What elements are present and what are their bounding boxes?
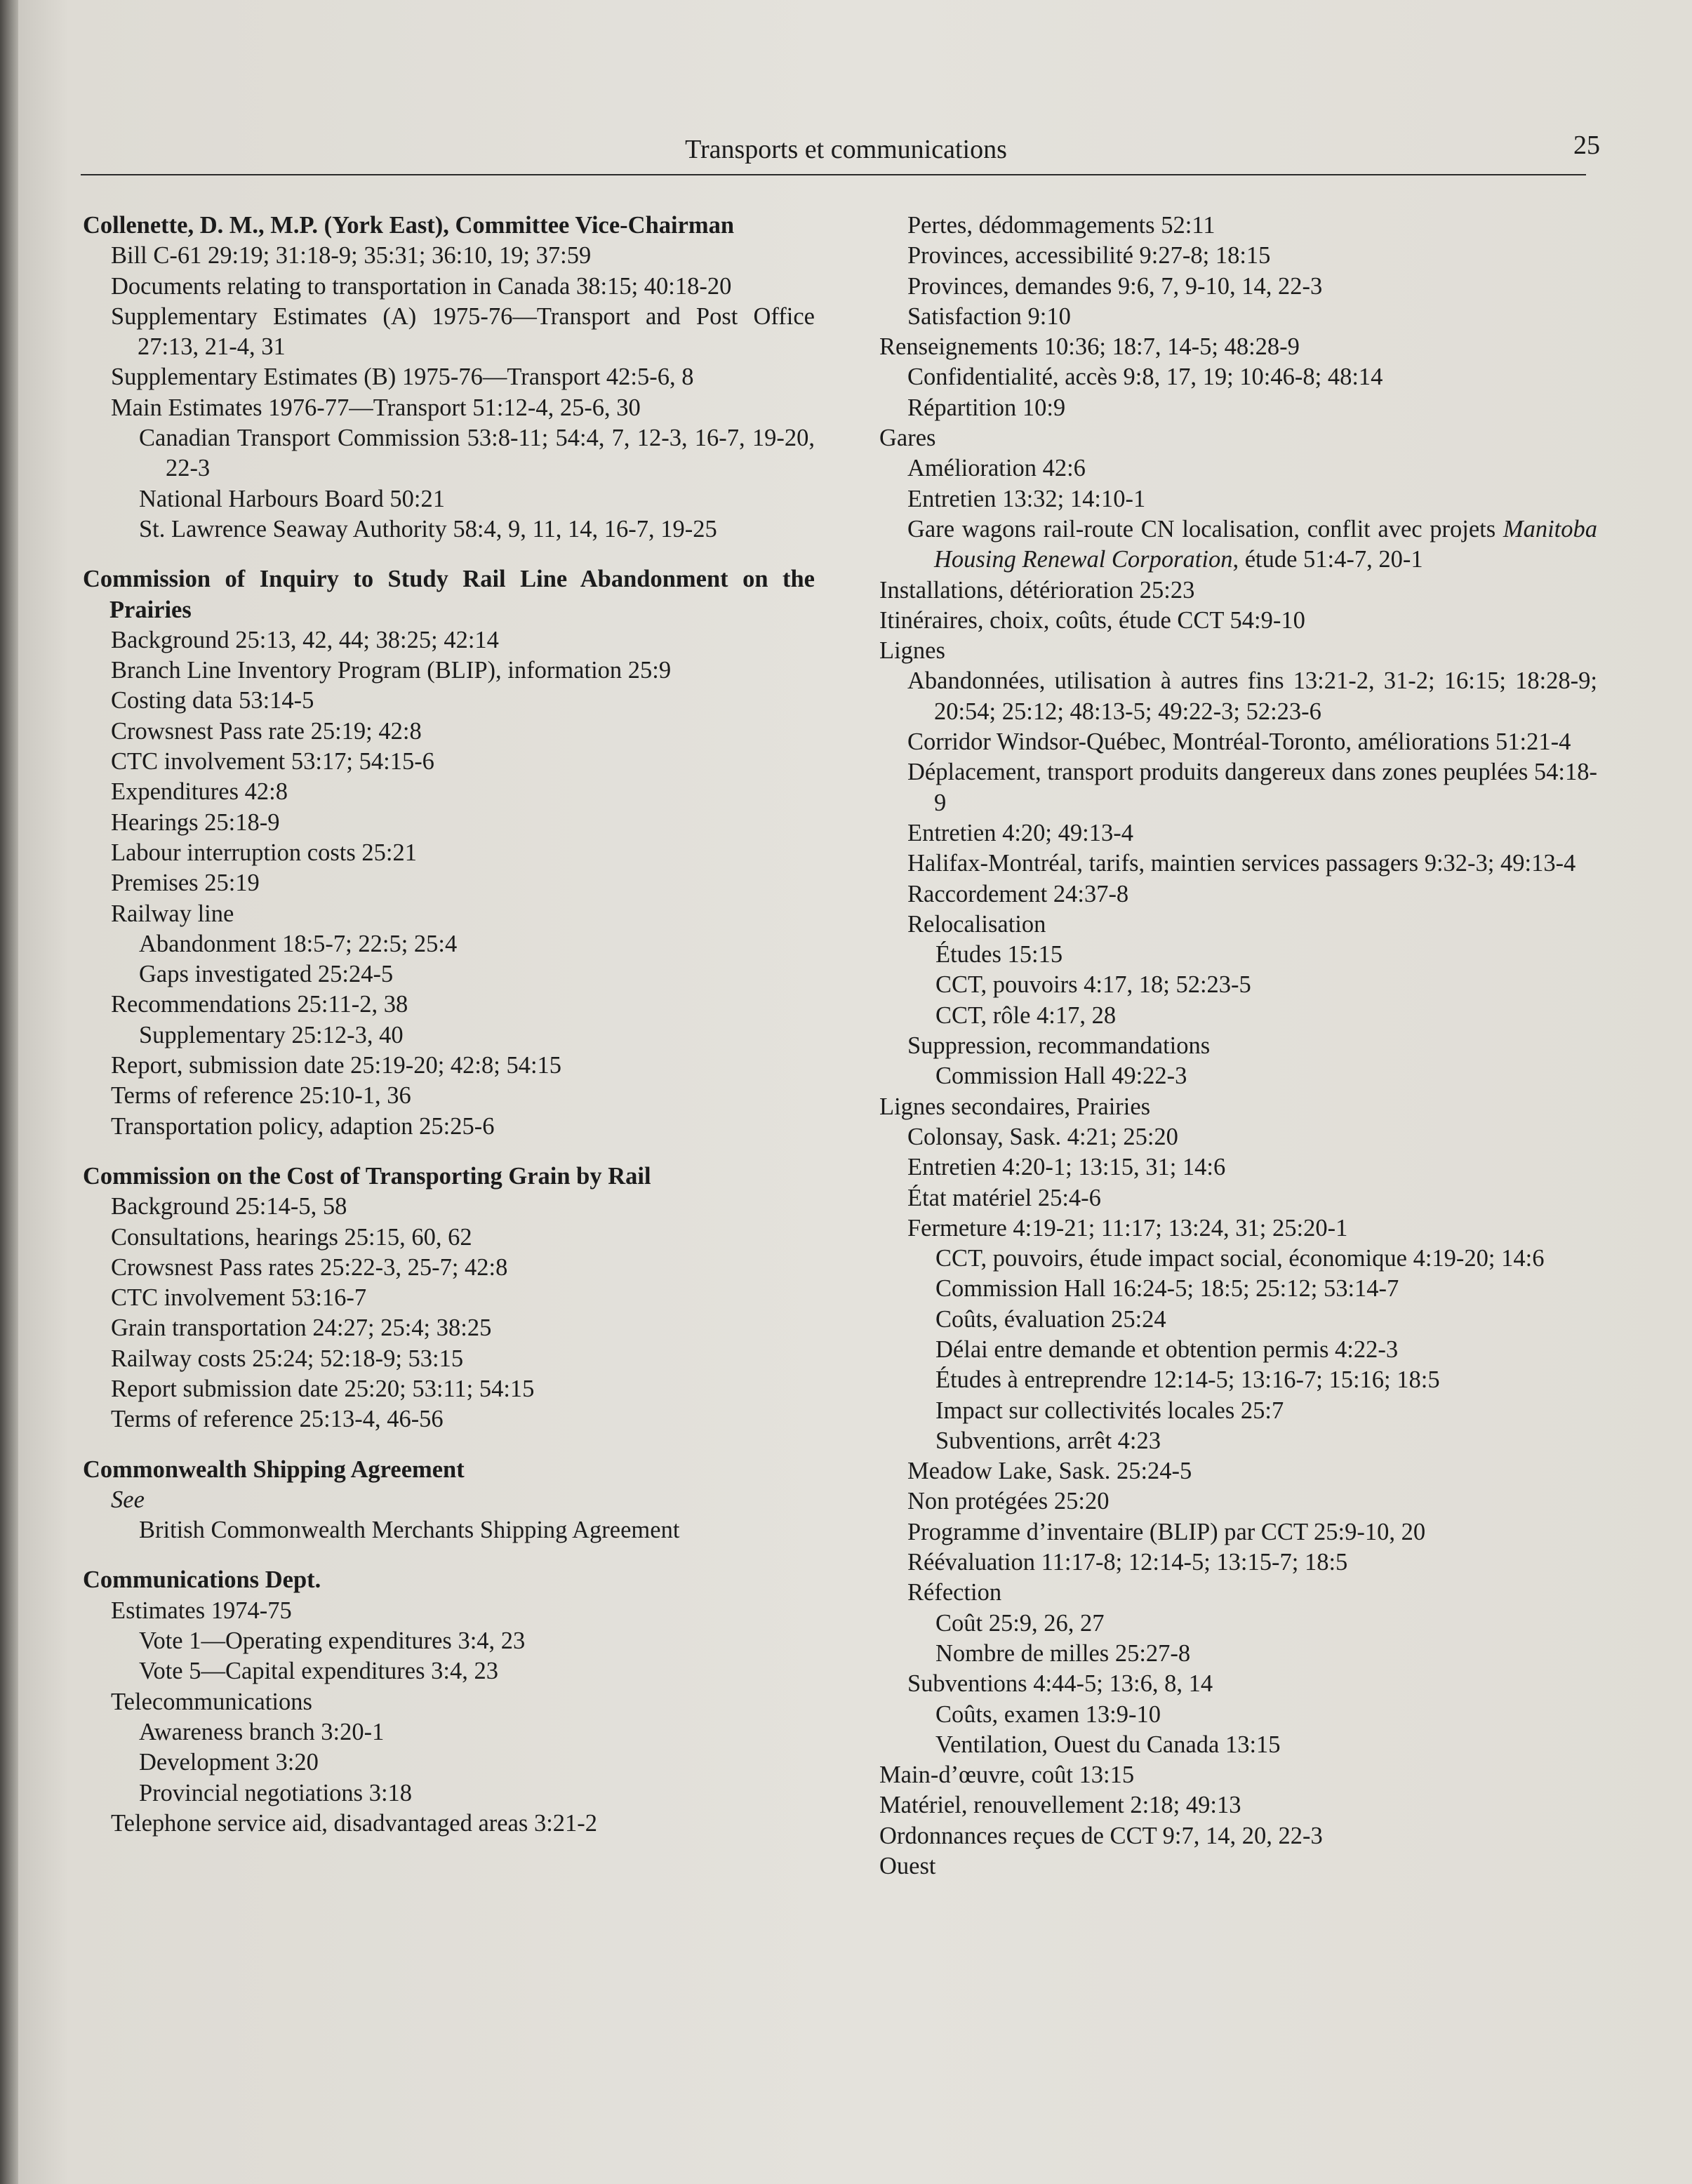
index-subentry: Réévaluation 11:17-8; 12:14-5; 13:15-7; 18:5	[907, 1549, 1348, 1576]
index-heading: Commonwealth Shipping Agreement	[83, 1456, 465, 1483]
index-heading: Communications Dept.	[83, 1566, 321, 1594]
index-subentry: Provinces, accessibilité 9:27-8; 18:15	[907, 242, 1271, 269]
index-subentry: Supplementary Estimates (B) 1975-76—Transport 42:5-6, 8	[111, 364, 694, 391]
see-reference: See	[111, 1486, 145, 1513]
index-subentry: Documents relating to transportation in Canada 38:15; 40:18-20	[111, 272, 732, 300]
index-subentry: Vote 5—Capital expenditures 3:4, 23	[139, 1658, 498, 1685]
index-subentry: Subventions, arrêt 4:23	[935, 1427, 1161, 1454]
index-entry: Matériel, renouvellement 2:18; 49:13	[879, 1792, 1241, 1819]
index-subentry: Terms of reference 25:13-4, 46-56	[111, 1406, 444, 1433]
index-subentry: Background 25:13, 42, 44; 38:25; 42:14	[111, 626, 499, 653]
index-subentry: Subventions 4:44-5; 13:6, 8, 14	[907, 1670, 1213, 1698]
index-subentry: Transportation policy, adaption 25:25-6	[111, 1112, 495, 1140]
index-subentry: Meadow Lake, Sask. 25:24-5	[907, 1458, 1192, 1485]
index-subentry: Premises 25:19	[111, 870, 260, 897]
index-heading: Commission of Inquiry to Study Rail Line Abandonment on the Prairies	[83, 566, 815, 623]
index-subentry: Satisfaction 9:10	[907, 302, 1071, 330]
index-subentry: Raccordement 24:37-8	[907, 880, 1129, 907]
index-heading: Commission on the Cost of Transporting Grain by Rail	[83, 1162, 651, 1190]
index-entry: Lignes	[879, 637, 945, 665]
index-subentry: Supplementary 25:12-3, 40	[139, 1021, 404, 1048]
index-column-right	[879, 211, 1597, 1882]
index-subentry: CCT, rôle 4:17, 28	[935, 1001, 1117, 1029]
index-subentry: National Harbours Board 50:21	[139, 485, 445, 512]
index-subentry: Provincial negotiations 3:18	[139, 1779, 413, 1806]
index-subentry: Commission Hall 16:24-5; 18:5; 25:12; 53:14-7	[935, 1275, 1399, 1303]
entry-text-after: , étude 51:4-7, 20-1	[1232, 546, 1423, 573]
index-subentry: Railway costs 25:24; 52:18-9; 53:15	[111, 1345, 464, 1372]
index-subentry: Entretien 13:32; 14:10-1	[907, 485, 1146, 512]
index-subentry: Réfection	[907, 1579, 1002, 1606]
index-subentry: Non protégées 25:20	[907, 1488, 1110, 1515]
index-subentry: Entretien 4:20-1; 13:15, 31; 14:6	[907, 1154, 1226, 1181]
index-subentry: Programme d’inventaire (BLIP) par CCT 25:9-10, 20	[907, 1518, 1426, 1545]
index-subentry: Coûts, examen 13:9-10	[935, 1700, 1161, 1728]
index-subentry: Main Estimates 1976-77—Transport 51:12-4, 25-6, 30	[111, 394, 641, 421]
index-subentry: Background 25:14-5, 58	[111, 1193, 347, 1220]
entry-text: Gare wagons rail-route CN localisation, conflit avec projets	[907, 515, 1503, 542]
index-subentry: Bill C-61 29:19; 31:18-9; 35:31; 36:10, 19; 37:59	[111, 242, 592, 269]
header-rule	[81, 174, 1586, 175]
index-subentry: Hearings 25:18-9	[111, 808, 280, 836]
index-subentry: Telecommunications	[111, 1688, 312, 1715]
index-subentry: Recommendations 25:11-2, 38	[111, 991, 408, 1018]
index-entry: Lignes secondaires, Prairies	[879, 1093, 1151, 1120]
entry-italic-title: Manitoba Housing Renewal Corporation	[933, 515, 1597, 573]
index-subentry: St. Lawrence Seaway Authority 58:4, 9, 11, 14, 16-7, 19-25	[139, 515, 717, 542]
index-subentry: CTC involvement 53:16-7	[111, 1284, 367, 1312]
index-entry: Ordonnances reçues de CCT 9:7, 14, 20, 22-3	[879, 1822, 1323, 1849]
running-header-title: Transports et communications	[685, 135, 1007, 164]
index-subentry: Répartition 10:9	[907, 394, 1066, 421]
index-subentry: CTC involvement 53:17; 54:15-6	[111, 748, 434, 775]
index-subentry: Ventilation, Ouest du Canada 13:15	[935, 1731, 1281, 1758]
index-subentry: Expenditures 42:8	[111, 778, 288, 806]
index-subentry: Branch Line Inventory Program (BLIP), information 25:9	[111, 657, 672, 684]
index-heading: Collenette, D. M., M.P. (York East), Committee Vice-Chairman	[83, 212, 735, 239]
index-entry: Gares	[879, 425, 936, 452]
index-subentry: Colonsay, Sask. 4:21; 25:20	[907, 1123, 1178, 1150]
index-subentry: Labour interruption costs 25:21	[111, 839, 417, 866]
index-subentry: Études à entreprendre 12:14-5; 13:16-7; 15:16; 18:5	[935, 1366, 1440, 1394]
index-subentry: Provinces, demandes 9:6, 7, 9-10, 14, 22-3	[907, 272, 1323, 300]
index-subentry: Déplacement, transport produits dangereux dans zones peuplées 54:18-9	[907, 759, 1597, 816]
index-subentry: Railway line	[111, 900, 234, 927]
index-subentry: État matériel 25:4-6	[907, 1184, 1101, 1211]
index-subentry: Gaps investigated 25:24-5	[139, 961, 394, 988]
index-subentry: Grain transportation 24:27; 25:4; 38:25	[111, 1314, 492, 1342]
index-subentry: Études 15:15	[935, 941, 1063, 968]
index-subentry: Relocalisation	[907, 910, 1046, 938]
index-subentry: Crowsnest Pass rates 25:22-3, 25-7; 42:8	[111, 1253, 508, 1281]
index-subentry: Coût 25:9, 26, 27	[935, 1609, 1105, 1637]
index-subentry: Terms of reference 25:10-1, 36	[111, 1082, 411, 1110]
book-spine-shadow	[0, 0, 18, 2184]
index-subentry: Telephone service aid, disadvantaged areas 3:21-2	[111, 1809, 598, 1837]
index-subentry: Report, submission date 25:19-20; 42:8; 54:15	[111, 1052, 562, 1079]
index-subentry: British Commonwealth Merchants Shipping Agreement	[139, 1517, 680, 1544]
index-subentry: Fermeture 4:19-21; 11:17; 13:24, 31; 25:20-1	[907, 1214, 1348, 1241]
index-entry: Installations, détérioration 25:23	[879, 576, 1195, 604]
index-subentry: CCT, pouvoirs, étude impact social, économique 4:19-20; 14:6	[935, 1245, 1545, 1272]
index-subentry: Vote 1—Operating expenditures 3:4, 23	[139, 1627, 526, 1655]
index-column-left	[83, 211, 815, 1839]
index-subentry: Commission Hall 49:22-3	[935, 1063, 1187, 1090]
index-subentry: Consultations, hearings 25:15, 60, 62	[111, 1223, 472, 1251]
index-subentry: Estimates 1974-75	[111, 1597, 292, 1624]
index-subentry: Entretien 4:20; 49:13-4	[907, 819, 1133, 846]
page-number: 25	[1573, 131, 1600, 160]
index-subentry: Nombre de milles 25:27-8	[935, 1639, 1191, 1667]
index-subentry: Development 3:20	[139, 1749, 319, 1776]
index-entry: Renseignements 10:36; 18:7, 14-5; 48:28-9	[879, 333, 1300, 361]
index-subentry: Suppression, recommandations	[907, 1032, 1211, 1060]
index-subentry: Abandonment 18:5-7; 22:5; 25:4	[139, 930, 458, 957]
index-subentry: Coûts, évaluation 25:24	[935, 1305, 1166, 1333]
index-subentry: Supplementary Estimates (A) 1975-76—Transport and Post Office 27:13, 21-4, 31	[111, 302, 815, 361]
index-subentry: Crowsnest Pass rate 25:19; 42:8	[111, 717, 422, 745]
index-subentry: Report submission date 25:20; 53:11; 54:15	[111, 1375, 535, 1402]
index-subentry: CCT, pouvoirs 4:17, 18; 52:23-5	[935, 971, 1251, 999]
index-subentry: Amélioration 42:6	[907, 455, 1086, 482]
index-entry: Itinéraires, choix, coûts, étude CCT 54:9-10	[879, 606, 1305, 634]
index-subentry: Canadian Transport Commission 53:8-11; 54:4, 7, 12-3, 16-7, 19-20, 22-3	[139, 425, 815, 482]
index-subentry: Impact sur collectivités locales 25:7	[935, 1397, 1284, 1424]
index-subentry: Abandonnées, utilisation à autres fins 13:21-2, 31-2; 16:15; 18:28-9; 20:54; 25:12; 48:13-5; 49:22-3; 52:23-6	[907, 667, 1597, 725]
index-subentry	[907, 514, 1597, 575]
index-subentry: Délai entre demande et obtention permis 4:22-3	[935, 1336, 1399, 1363]
index-entry: Main-d’œuvre, coût 13:15	[879, 1762, 1135, 1789]
index-subentry: Corridor Windsor-Québec, Montréal-Toronto, améliorations 51:21-4	[907, 728, 1571, 756]
index-subentry: Confidentialité, accès 9:8, 17, 19; 10:46-8; 48:14	[907, 364, 1383, 391]
index-subentry: Awareness branch 3:20-1	[139, 1718, 385, 1745]
index-subentry: Pertes, dédommagements 52:11	[907, 212, 1215, 239]
index-entry: Ouest	[879, 1853, 936, 1880]
index-subentry: Halifax-Montréal, tarifs, maintien services passagers 9:32-3; 49:13-4	[907, 850, 1576, 877]
index-subentry: Costing data 53:14-5	[111, 687, 314, 714]
